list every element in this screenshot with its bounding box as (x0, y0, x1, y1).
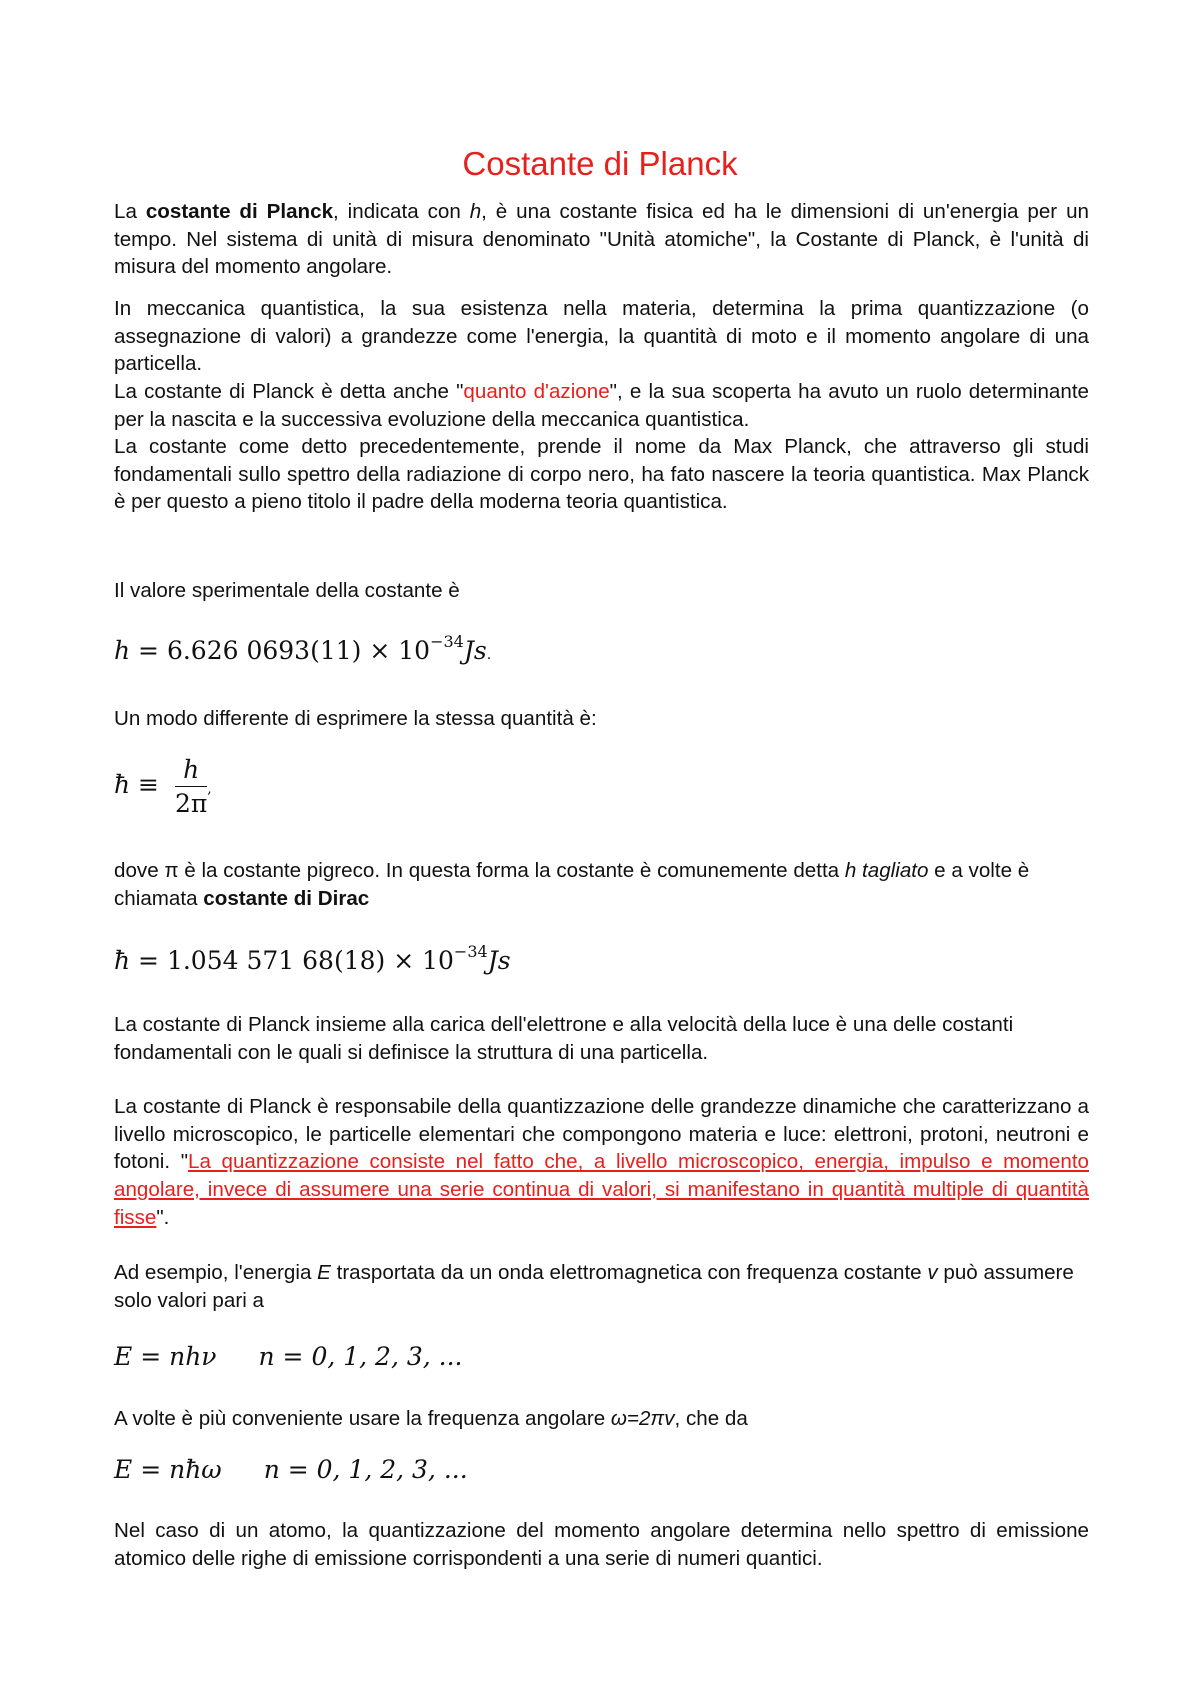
paragraph-alternative-form: Un modo differente di esprimere la stessa quantità è: (114, 707, 597, 730)
fraction: $\frac{h}{2\pi}$ (174, 755, 208, 818)
formula-energy-nhv: E = nhν n = 0, 1, 2, 3, ... (114, 1342, 463, 1371)
quanto-azione-highlight: quanto d'azione (463, 380, 610, 403)
paragraph-angular-frequency: A volte è più conveniente usare la frequenza angolare ω=2πv, che da (114, 1407, 748, 1430)
symbol-h: h (469, 200, 482, 223)
formula-planck-value: h = 6.626 $0693(11) \times 10^{-34}Js$. (114, 632, 492, 665)
page-title: Costante di Planck (462, 145, 738, 182)
costante-di-dirac-term: costante di Dirac (203, 886, 370, 910)
paragraph-atom-spectrum: Nel caso di un atomo, la quantizzazione del momento angolare determina nello spettro di emissione atomico delle righe di emissione corrispondenti a una serie di numeri quantici. (114, 1519, 1089, 1570)
paragraph-fundamental-constants: La costante di Planck insieme alla carica dell'elettrone e alla velocità della luce è una delle costanti fondamentali con le quali si definisce la struttura di una particella. (114, 1013, 1014, 1064)
paragraph-quantum-mechanics: In meccanica quantistica, la sua esistenza nella materia, determina la prima quantizzazione (o assegnazione di valori) a grandezze come l'energia, la quantità di moto e il momento angolare di una particella. (114, 297, 1089, 376)
paragraph-energy-example: Ad esempio, l'energia E trasportata da un onda elettromagnetica con frequenza costante v può assumere solo valori pari a (114, 1261, 1074, 1312)
paragraph-definition: La costante di Planck, indicata con h, è una costante fisica ed ha le dimensioni di un'energia per un tempo. Nel sistema di unità di misura denominato "Unità atomiche", la Costante di Planck, è l'unità di misura del momento angolare. (114, 200, 1089, 279)
paragraph-quantization: La costante di Planck è responsabile della quantizzazione delle grandezze dinamiche che caratterizzano a livello microscopico, le particelle elementari che compongono materia e luce: elettroni, protoni, neutroni e fotoni. "La quantizzazione consiste nel fatto che, a livello microscopico, energia, impulso e momento angolare, invece di assumere una serie continua di valori, si manifestano in quantità multiple di quantità fisse". (114, 1095, 1089, 1229)
paragraph-experimental-value: Il valore sperimentale della costante è (114, 579, 460, 602)
quantization-quote: La quantizzazione consiste nel fatto che, a livello microscopico, energia, impulso e momento angolare, invece di assumere una serie continua di valori, si manifestano in quantità multiple di quantità fisse (114, 1150, 1089, 1229)
paragraph-max-planck: La costante come detto precedentemente, prende il nome da Max Planck, che attraverso gli studi fondamentali sullo spettro della radiazione di corpo nero, ha fato nascere la teoria quantistica. Max Planck è per questo a pieno titolo il padre della moderna teoria quantistica. (114, 435, 1089, 514)
formula-hbar-value: ħ = 1.054 571 $68(18) \times 10^{-34}Js$ (114, 942, 511, 975)
formula-energy-nhbar-omega: E = nħω n = 0, 1, 2, 3, ... (114, 1455, 468, 1484)
paragraph-dirac: dove π è la costante pigreco. In questa forma la costante è comunemente detta h tagliato e a volte è chiamata costante di Dirac (114, 859, 1030, 910)
formula-hbar-definition: ħ ≡ $\frac{h}{2\pi}$ , (114, 755, 212, 818)
paragraph-quanto-azione: La costante di Planck è detta anche "quanto d'azione", e la sua scoperta ha avuto un ruolo determinante per la nascita e la successiva evoluzione della meccanica quantistica. (114, 380, 1090, 431)
h-tagliato-term: h tagliato (844, 859, 929, 882)
term-costante-di-planck: costante di Planck (145, 200, 334, 223)
